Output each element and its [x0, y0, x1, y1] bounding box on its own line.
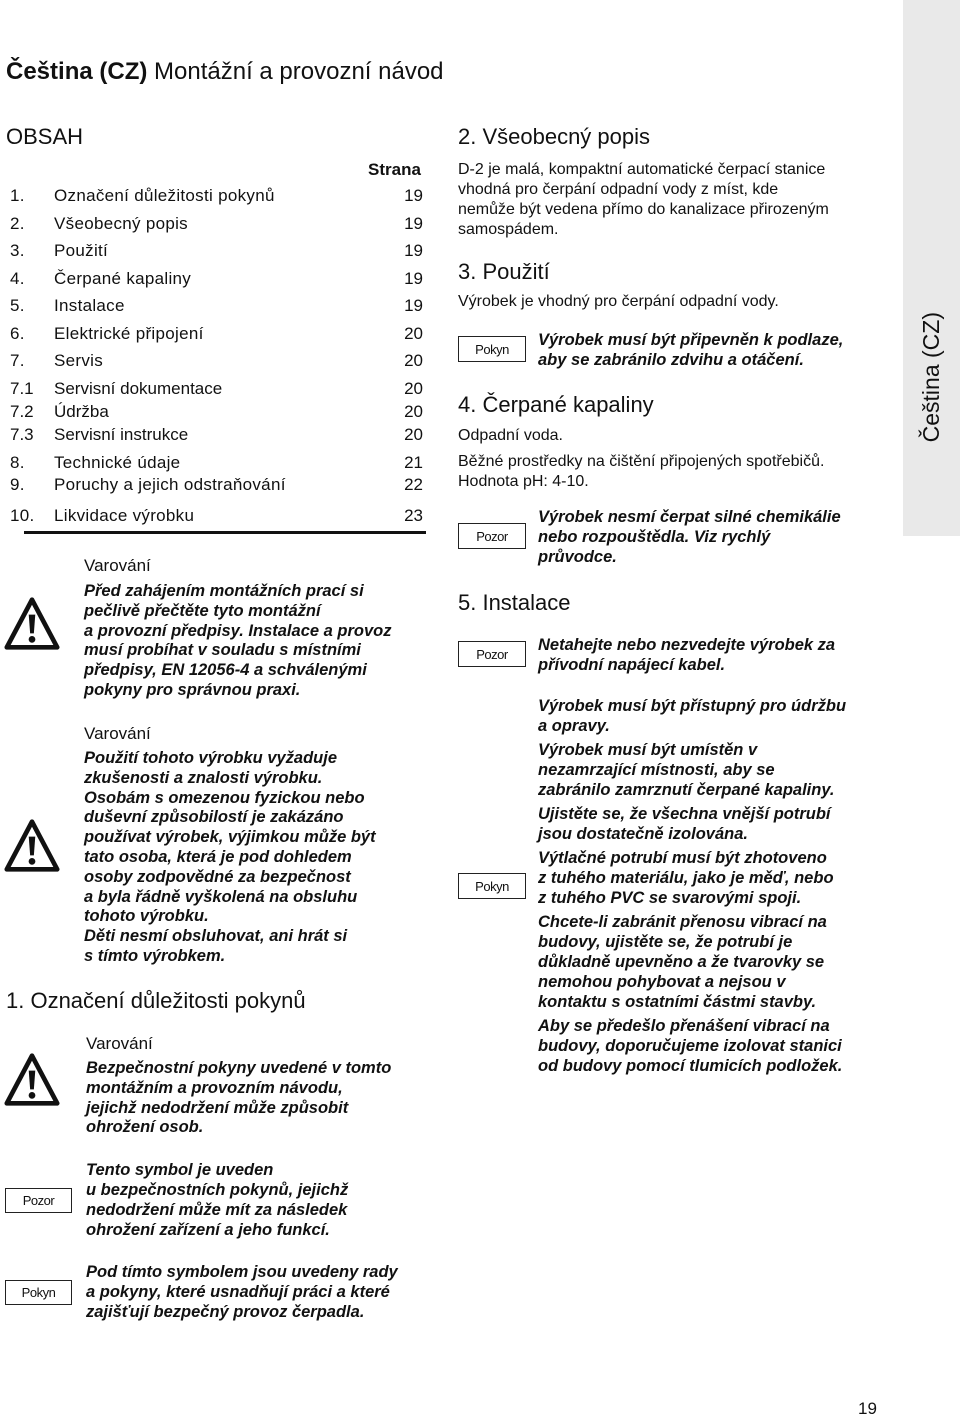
- section-5-pokyn-note: [538, 696, 846, 1076]
- pozor-badge: Pozor: [458, 523, 526, 549]
- warning-line: jejichž nedodržení může způsobit: [86, 1098, 349, 1117]
- pokyn-badge: Pokyn: [5, 1280, 72, 1305]
- toc-page: 21: [404, 452, 423, 472]
- warning-line: osoby zodpovědné za bezpečnost: [84, 867, 351, 886]
- note-line: budovy, doporučujeme izolovat stanici: [538, 1037, 842, 1055]
- note-line: jsou dostatečně izolována.: [538, 825, 748, 843]
- warning-line: pokyny pro správnou praxi.: [84, 680, 301, 699]
- toc-number: 5.: [10, 296, 25, 315]
- toc-page: 22: [404, 474, 423, 494]
- note-line: Výrobek nesmí čerpat silné chemikálie: [538, 508, 841, 526]
- note-line: nedodržení může mít za následek: [86, 1201, 348, 1219]
- language-side-tab: [903, 0, 960, 536]
- note-line: od budovy pomocí tlumicích podložek.: [538, 1057, 843, 1075]
- toc-row[interactable]: [10, 471, 425, 499]
- note-line: Výrobek musí být připevněn k podlaze,: [538, 331, 844, 349]
- note-line: a opravy.: [538, 717, 610, 735]
- note-line: z tuhého materiálu, jako je měď, nebo: [538, 869, 834, 887]
- warning-line: duševní způsobilostí je zakázáno: [84, 808, 344, 827]
- warning-line: zkušenosti a znalosti výrobku.: [84, 768, 323, 787]
- warning-line: musí probíhat v souladu s místními: [84, 641, 361, 660]
- page-title-language: Čeština (CZ): [6, 58, 148, 85]
- section-2-heading: 2. Všeobecný popis: [458, 124, 651, 149]
- warning-label: Varování: [86, 1034, 153, 1053]
- toc-label: Údržba: [54, 401, 109, 421]
- text-line: Běžné prostředky na čištění připojených spotřebičů.: [458, 453, 825, 470]
- note-line: budovy, ujistěte se, že potrubí je: [538, 933, 793, 951]
- side-tab-label: Čeština (CZ): [918, 312, 944, 443]
- text-line: nemůže být vedena přímo do kanalizace přirozeným: [458, 201, 829, 218]
- warning-text: [84, 582, 391, 701]
- toc-number: 10.: [10, 506, 35, 525]
- note-line: zajišťují bezpečný provoz čerpadla.: [86, 1303, 365, 1321]
- toc-page: 20: [404, 351, 423, 370]
- toc-page: 19: [404, 296, 423, 315]
- section-5-heading: 5. Instalace: [458, 590, 571, 615]
- note-line: u bezpečnostních pokynů, jejichž: [86, 1181, 349, 1199]
- toc-label: Použití: [54, 241, 109, 260]
- page-number: 19: [858, 1399, 877, 1418]
- pozor-explanation: [86, 1160, 348, 1240]
- note-line: průvodce.: [538, 548, 617, 566]
- text-line: D-2 je malá, kompaktní automatické čerpací stanice: [458, 161, 826, 178]
- warning-line: ohrožení osob.: [86, 1118, 204, 1137]
- pokyn-badge: Pokyn: [458, 873, 526, 899]
- text-line: Hodnota pH: 4-10.: [458, 473, 589, 490]
- note-line: Ujistěte se, že všechna vnější potrubí: [538, 805, 831, 823]
- toc-row[interactable]: [10, 375, 425, 398]
- toc-row[interactable]: [10, 292, 425, 320]
- note-line: ohrožení zařízení a jeho funkcí.: [86, 1221, 330, 1239]
- section-1-heading: 1. Označení důležitosti pokynů: [6, 988, 306, 1013]
- note-line: nemohou pohybovat a nejsou v: [538, 973, 786, 991]
- warning-line: předpisy, EN 12056-4 a schválenými: [84, 661, 367, 680]
- page-title: [6, 58, 444, 86]
- note-line: z tuhého PVC se svarovými spoji.: [538, 889, 802, 907]
- toc-row[interactable]: [10, 398, 425, 421]
- toc-label: Servisní instrukce: [54, 424, 189, 444]
- note-line: aby se zabránilo zdvihu a otáčení.: [538, 351, 804, 369]
- toc-number: 9.: [10, 474, 25, 494]
- toc-page: 20: [404, 378, 423, 398]
- warning-line: Osobám s omezenou fyzickou nebo: [84, 788, 365, 807]
- warning-line: a byla řádně vyškolená na obsluhu: [84, 887, 358, 906]
- note-line: Pod tímto symbolem jsou uvedeny rady: [86, 1263, 398, 1281]
- warning-line: pečlivě přečtěte tyto montážní: [84, 601, 321, 620]
- toc-page: 20: [404, 323, 423, 343]
- warning-triangle-icon: [4, 1052, 60, 1108]
- warning-line: tohoto výrobku.: [84, 907, 209, 926]
- toc-row[interactable]: [10, 421, 425, 444]
- toc-row[interactable]: [10, 265, 425, 293]
- section-3-note: [538, 330, 843, 370]
- section-4-heading: 4. Čerpané kapaliny: [458, 392, 654, 417]
- note-line: Výrobek musí být umístěn v: [538, 741, 758, 759]
- toc-number: 7.1: [10, 378, 34, 398]
- toc-label: Označení důležitosti pokynů: [54, 186, 275, 205]
- toc-page: 19: [404, 241, 423, 260]
- toc-page: 19: [404, 268, 423, 288]
- note-line: Aby se předešlo přenášení vibrací na: [538, 1017, 830, 1035]
- section-2-text: [458, 160, 829, 240]
- note-line: kontaktu s ostatními částmi stavby.: [538, 993, 817, 1011]
- section-4-text: [458, 452, 824, 492]
- warning-line: Použití tohoto výrobku vyžaduje: [84, 749, 338, 767]
- toc-page: 20: [404, 424, 423, 444]
- toc-label: Všeobecný popis: [54, 213, 188, 233]
- toc-label: Technické údaje: [54, 452, 181, 472]
- toc-label: Čerpané kapaliny: [54, 268, 192, 288]
- toc-number: 6.: [10, 323, 25, 343]
- toc-row[interactable]: [10, 182, 425, 210]
- toc-number: 7.3: [10, 424, 34, 444]
- toc-row[interactable]: [10, 237, 425, 265]
- toc-page: 20: [404, 401, 423, 421]
- warning-line: Děti nesmí obsluhovat, ani hrát si: [84, 927, 348, 946]
- toc-row[interactable]: [10, 444, 425, 471]
- note-line: Výrobek musí být přístupný pro údržbu: [538, 697, 847, 715]
- page-title-document: Montážní a provozní návod: [147, 58, 444, 85]
- toc-number: 4.: [10, 268, 25, 288]
- warning-triangle-icon: [4, 818, 60, 874]
- toc-label: Servis: [54, 351, 104, 370]
- note-line: Chcete-li zabránit přenosu vibrací na: [538, 913, 827, 931]
- note-line: Výtlačné potrubí musí být zhotoveno: [538, 849, 827, 867]
- warning-line: tato osoba, která je pod dohledem: [84, 847, 352, 866]
- note-line: přívodní napájecí kabel.: [538, 656, 726, 674]
- toc-label: Servisní dokumentace: [54, 378, 223, 398]
- note-line: Tento symbol je uveden: [86, 1161, 274, 1179]
- section-5-pozor-note: [538, 635, 835, 675]
- warning-line: Bezpečnostní pokyny uvedené v tomto: [86, 1059, 392, 1077]
- toc-row[interactable]: [10, 210, 425, 238]
- toc-page: 23: [404, 506, 423, 525]
- toc-page-column-header: Strana: [368, 160, 421, 179]
- warning-line: s tímto výrobkem.: [84, 946, 226, 965]
- pozor-badge: Pozor: [5, 1188, 72, 1213]
- warning-line: montážním a provozním návodu,: [86, 1078, 343, 1097]
- warning-triangle-icon: [4, 596, 60, 652]
- toc-number: 3.: [10, 241, 25, 260]
- warning-line: používat výrobek, výjimkou může být: [84, 828, 376, 847]
- toc-number: 1.: [10, 186, 25, 205]
- pozor-badge: Pozor: [458, 641, 526, 667]
- toc-number: 7.2: [10, 401, 34, 421]
- toc-label: Poruchy a jejich odstraňování: [54, 474, 286, 494]
- section-3-text: Výrobek je vhodný pro čerpání odpadní vody.: [458, 293, 779, 310]
- warning-text: [84, 749, 376, 967]
- toc-number: 7.: [10, 351, 25, 370]
- note-line: důkladně upevněno a že tvarovky se: [538, 953, 825, 971]
- toc-row[interactable]: [10, 347, 425, 375]
- toc-row[interactable]: [10, 320, 425, 348]
- warning-label: Varování: [84, 556, 151, 575]
- toc-label: Likvidace výrobku: [54, 506, 195, 525]
- toc-heading: OBSAH: [6, 124, 84, 149]
- table-of-contents: [10, 182, 425, 528]
- pokyn-explanation: [86, 1262, 398, 1322]
- section-4-line-1: Odpadní voda.: [458, 427, 563, 444]
- toc-label: Instalace: [54, 296, 125, 315]
- section-4-note: [538, 507, 841, 567]
- toc-number: 2.: [10, 213, 25, 233]
- section-3-heading: 3. Použití: [458, 259, 550, 284]
- toc-page: 19: [404, 186, 423, 205]
- toc-number: 8.: [10, 452, 25, 472]
- note-line: zabránilo zamrznutí čerpané kapaliny.: [538, 781, 835, 799]
- note-line: a pokyny, které usnadňují práci a které: [86, 1283, 390, 1301]
- text-line: vhodná pro čerpání odpadní vody z míst, kde: [458, 181, 779, 198]
- warning-line: a provozní předpisy. Instalace a provoz: [84, 621, 392, 640]
- warning-text: [86, 1059, 391, 1138]
- note-line: nezamrzající místnosti, aby se: [538, 761, 775, 779]
- toc-divider: [24, 531, 426, 534]
- toc-row[interactable]: [10, 498, 425, 528]
- note-line: Netahejte nebo nezvedejte výrobek za: [538, 636, 836, 654]
- toc-page: 19: [404, 213, 423, 233]
- text-line: samospádem.: [458, 221, 559, 238]
- pokyn-badge: Pokyn: [458, 336, 526, 362]
- toc-label: Elektrické připojení: [54, 323, 204, 343]
- warning-line: Před zahájením montážních prací si: [84, 582, 364, 600]
- note-line: nebo rozpouštědla. Viz rychlý: [538, 528, 771, 546]
- warning-label: Varování: [84, 724, 151, 743]
